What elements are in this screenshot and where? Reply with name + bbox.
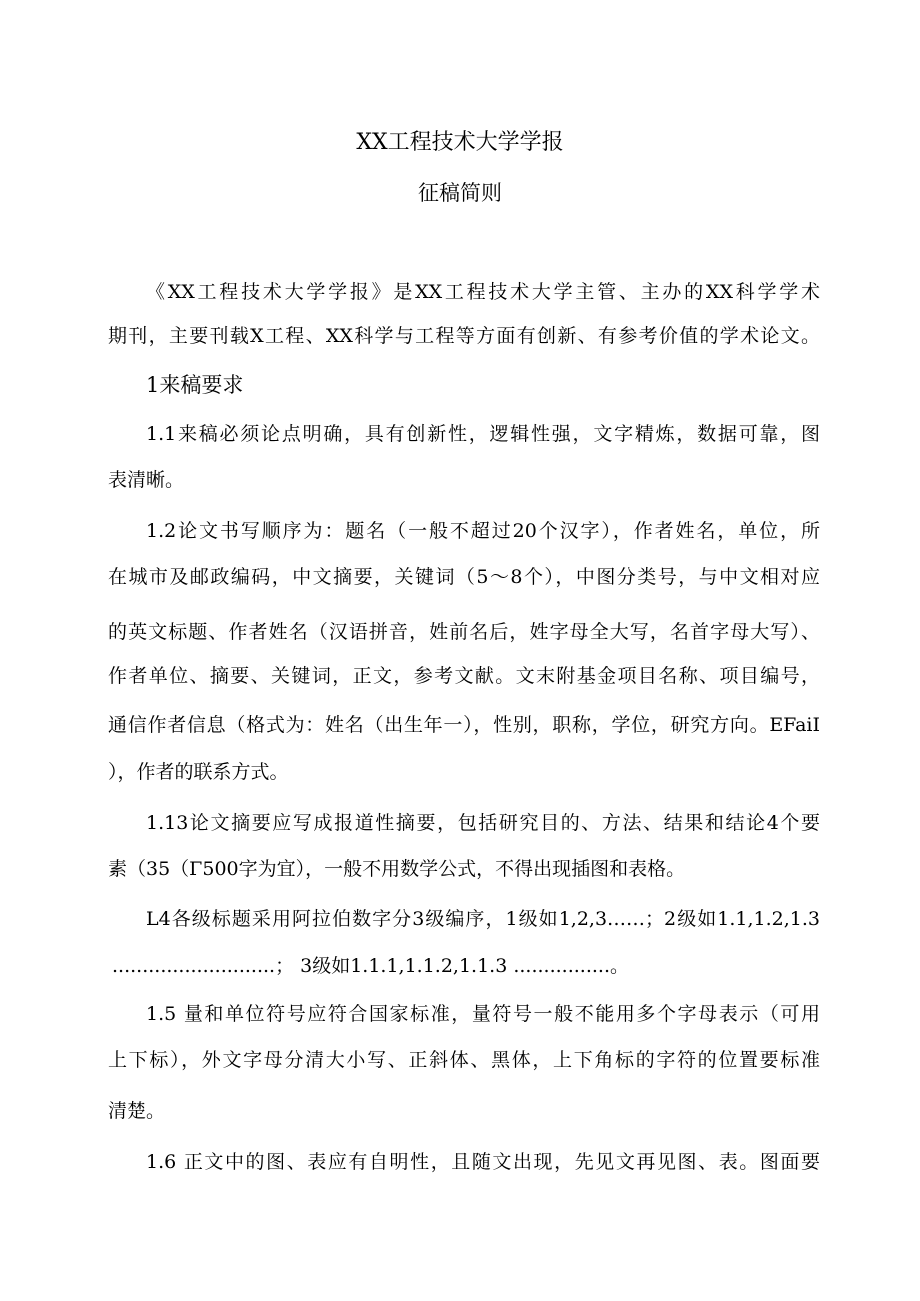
section-heading: 1来稿要求 (146, 373, 244, 397)
intro-line: 期刊，主要刊载X工程、XX科学与工程等方面有创新、有参考价值的学术论文。 (108, 325, 820, 347)
paragraph-line: 作者单位、摘要、关键词，正文，参考文献。文末附基金项目名称、项目编号， (108, 665, 820, 687)
paragraph-line: 通信作者信息（格式为：姓名（出生年一），性别，职称，学位，研究方向。EFaiI (108, 714, 820, 736)
intro-line: 《XX工程技术大学学报》是XX工程技术大学主管、主办的XX科学学术 (146, 281, 820, 303)
paragraph-line: 的英文标题、作者姓名（汉语拼音，姓前名后，姓字母全大写，名首字母大写）、 (108, 621, 820, 643)
paragraph-line: 1.2论文书写顺序为：题名（一般不超过20个汉字），作者姓名，单位，所 (146, 520, 820, 542)
paragraph-line: 在城市及邮政编码，中文摘要，关键词（5〜8个），中图分类号，与中文相对应 (108, 566, 820, 588)
paragraph-line: 1.6 正文中的图、表应有自明性，且随文出现，先见文再见图、表。图面要 (146, 1151, 820, 1173)
paragraph-line: ），作者的联系方式。 (108, 761, 289, 783)
paragraph-line: 素（35（Γ500字为宜），一般不用数学公式，不得出现插图和表格。 (108, 858, 686, 880)
paragraph-line: 上下标），外文字母分清大小写、正斜体、黑体，上下角标的字符的位置要标准 (108, 1049, 820, 1071)
journal-title: XX工程技术大学学报 (356, 130, 564, 155)
document-subtitle: 征稿简则 (418, 181, 502, 205)
paragraph-line: ...........................； 3级如1.1.1,1.1.2,1.1.3 ................。 (112, 955, 629, 977)
paragraph-line: L4各级标题采用阿拉伯数字分3级编序，1级如1,2,3……；2级如1.1,1.2,1.3 (146, 908, 820, 930)
paragraph-line: 表清晰。 (108, 469, 185, 491)
paragraph-line: 1.1来稿必须论点明确，具有创新性，逻辑性强，文字精炼，数据可靠，图 (146, 423, 820, 445)
paragraph-line: 清楚。 (108, 1100, 166, 1122)
paragraph-line: 1.5 量和单位符号应符合国家标准，量符号一般不能用多个字母表示（可用 (146, 1003, 820, 1025)
paragraph-line: 1.13论文摘要应写成报道性摘要，包括研究目的、方法、结果和结论4个要 (146, 812, 820, 834)
